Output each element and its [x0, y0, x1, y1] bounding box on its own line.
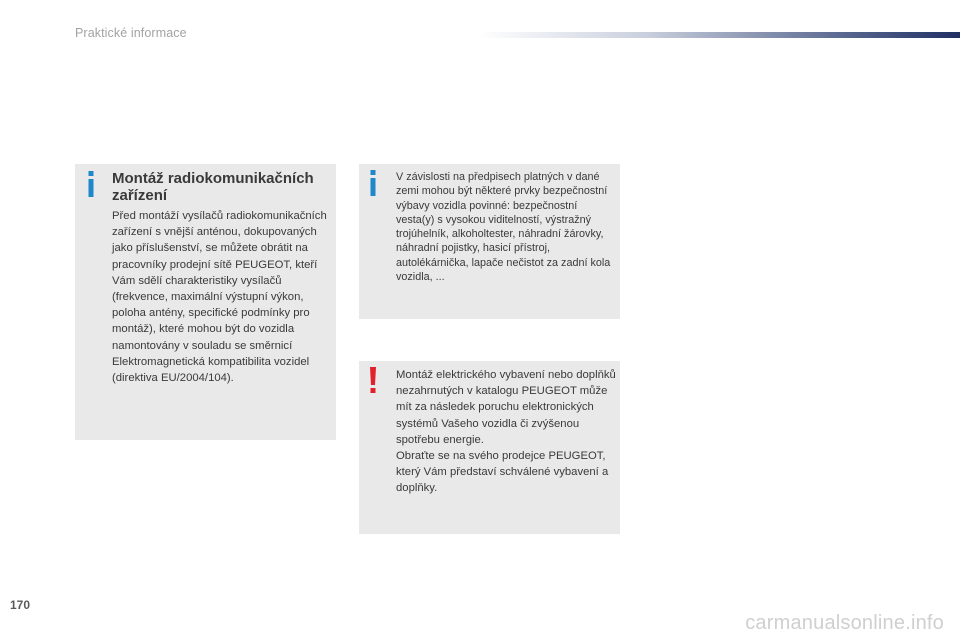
note-paragraph: Montáž elektrického vybavení nebo doplňků nezahrnutých v katalogu PEUGEOT může mít za následek poruchu elektronických systémů Vašeho vozidla či zvýšenou spotřebu energie.: [396, 369, 616, 446]
note-box-safety-equipment: [359, 164, 620, 319]
note-text: [396, 170, 616, 284]
warning-icon: [368, 367, 378, 393]
note-paragraph: Obraťte se na svého prodejce PEUGEOT, který Vám představí schválené vybavení a doplňky.: [396, 450, 609, 495]
section-title: Praktické informace: [75, 26, 187, 40]
note-text: [396, 367, 616, 497]
page-number: 170: [10, 598, 31, 612]
info-icon: [368, 170, 378, 196]
header-accent-bar: [478, 32, 960, 38]
info-icon: [86, 171, 96, 197]
note-box-electrical-accessories: [359, 361, 620, 534]
note-paragraph: Před montáží vysílačů radiokomunikačních zařízení s vnější anténou, dokupovaných jako příslušenství, se můžete obrátit na pracovníky prodejní sítě PEUGEOT, kteří Vám sdělí charakteristiky vysílačů (frekvence, maximální výstupní výkon, poloha antény, specifické podmínky pro montáž), které mohou být do vozidla namontovány v souladu se směrnicí Elektromagnetická kompatibilita vozidel (direktiva EU/2004/104).: [112, 210, 327, 385]
note-box-radio-equipment: [75, 164, 336, 440]
watermark: carmanualsonline.info: [745, 612, 944, 634]
note-paragraph: V závislosti na předpisech platných v dané zemi mohou být některé prvky bezpečnostní výbavy vozidla povinné: bezpečnostní vesta(y) s vysokou viditelností, výstražný trojúhelník, alkoholtester, náhradní žárovky, náhradní pojistky, hasicí přístroj, autolékárnička, lapače nečistot za zadní kola vozidla, ...: [396, 171, 611, 284]
note-text: [112, 208, 334, 386]
note-title: Montáž radiokomunikačních zařízení: [112, 170, 314, 204]
